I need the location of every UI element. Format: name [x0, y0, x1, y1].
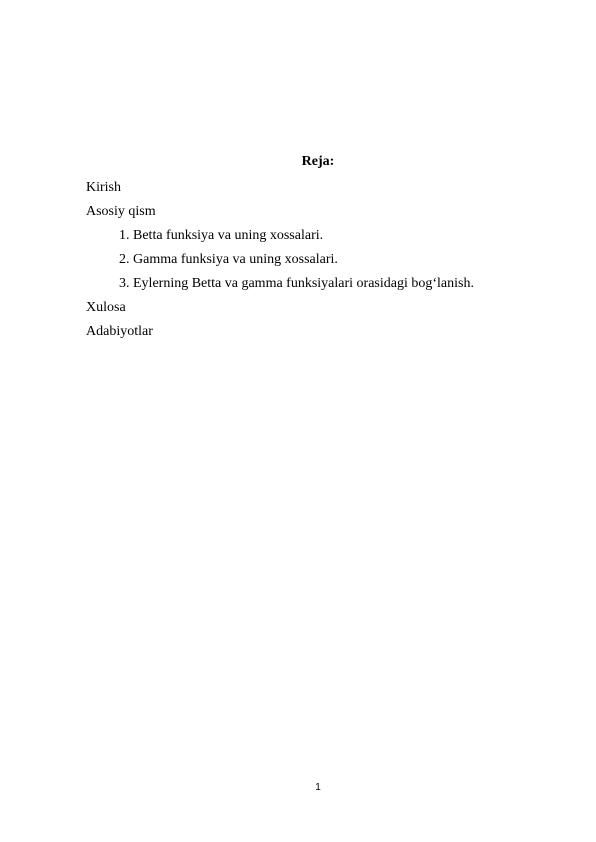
- outline-item-adabiyotlar: Adabiyotlar: [86, 324, 153, 339]
- outline-item-asosiy-qism: Asosiy qism: [86, 204, 156, 219]
- outline-subitem-1: 1. Betta funksiya va uning xossalari.: [119, 228, 324, 243]
- outline-subitem-3: 3. Eylerning Betta va gamma funksiyalari orasidagi bog‘lanish.: [119, 276, 474, 291]
- outline-item-xulosa: Xulosa: [86, 300, 126, 315]
- outline-item-kirish: Kirish: [86, 180, 121, 195]
- outline-subitem-2: 2. Gamma funksiya va uning xossalari.: [119, 252, 338, 267]
- page-title: Reja:: [301, 154, 335, 169]
- page-number: 1: [315, 782, 321, 793]
